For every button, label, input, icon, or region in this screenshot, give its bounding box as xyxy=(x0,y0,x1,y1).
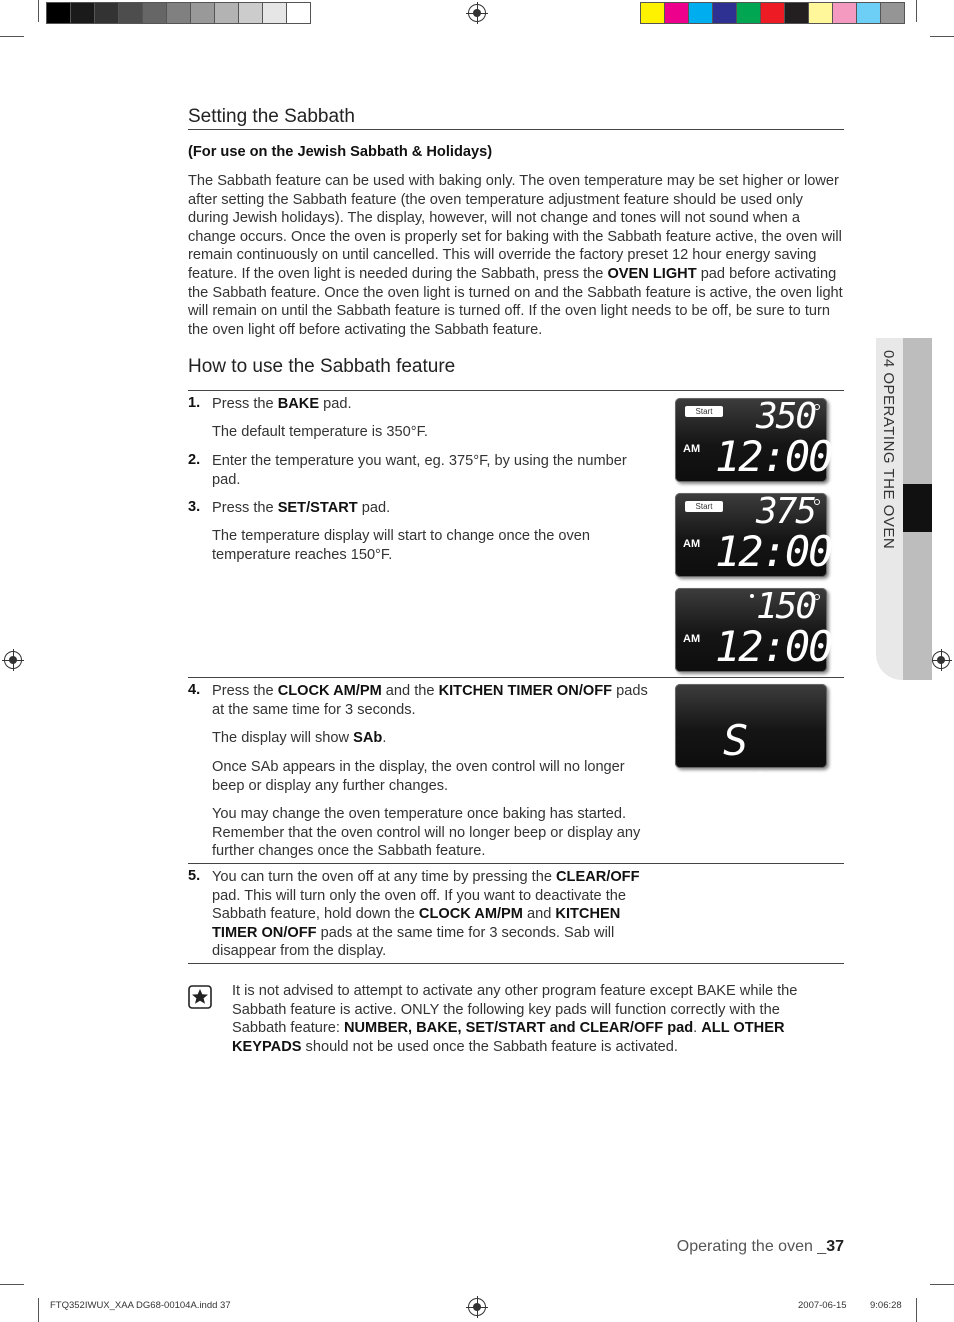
step-number: 4. xyxy=(188,682,201,698)
color-swatch xyxy=(736,2,761,24)
crop-mark xyxy=(38,1298,39,1322)
chapter-side-tab xyxy=(876,338,932,680)
color-swatch xyxy=(640,2,665,24)
registration-mark-icon xyxy=(4,651,22,669)
step-note: You may change the oven temperature once baking has started. Remember that the oven control will no longer beep or display any further changes once the Sabbath feature. xyxy=(212,806,641,860)
color-swatch xyxy=(46,2,71,24)
color-swatch xyxy=(214,2,239,24)
section-title: Setting the Sabbath xyxy=(188,106,355,127)
print-time: 9:06:28 xyxy=(870,1300,902,1311)
step-note: The default temperature is 350°F. xyxy=(212,424,428,440)
crop-mark xyxy=(930,36,954,37)
am-indicator: AM xyxy=(683,633,701,645)
start-indicator: Start xyxy=(685,501,723,512)
divider xyxy=(188,863,844,864)
divider xyxy=(188,963,844,964)
oven-display-150 xyxy=(675,586,832,672)
intro-text: pad before activating the Sabbath feature. Once the oven light is turned on and the Sabbath feature is active, the oven light will remain on until the Sabbath feature is turned off. If the oven light needs to be off, be sure to turn the oven light off before activating the Sabbath feature. xyxy=(188,265,843,338)
temperature-readout: 150 xyxy=(755,586,815,627)
color-swatch xyxy=(70,2,95,24)
registration-mark-icon xyxy=(468,1298,486,1316)
color-swatch xyxy=(760,2,785,24)
step-number: 5. xyxy=(188,868,201,884)
registration-mark-icon xyxy=(932,651,950,669)
step-note: Once SAb appears in the display, the oven control will no longer beep or display any further changes. xyxy=(212,759,625,794)
step-text: Press the BAKE pad. xyxy=(212,396,352,412)
degree-icon xyxy=(814,499,820,505)
note-text: It is not advised to attempt to activate any other program feature except BAKE while the Sabbath feature is active. ONLY the following key pads will function correctly with the Sabbath feature: NUMBER, BAKE, SET/START and CLEAR/OFF pad. ALL OTHER KEYPADS should not be used once the Sabbath feature is activated. xyxy=(232,983,798,1055)
color-swatch xyxy=(880,2,905,24)
color-swatch xyxy=(286,2,311,24)
step-number: 2. xyxy=(188,452,201,468)
sabbath-readout: S Ab xyxy=(723,716,778,814)
print-file-info: FTQ352IWUX_XAA DG68-00104A.indd 37 xyxy=(50,1300,231,1311)
clock-readout: 12:00 xyxy=(715,527,832,576)
footer-label: Operating the oven _ xyxy=(676,1238,827,1255)
am-indicator: AM xyxy=(683,443,701,455)
step-note: The temperature display will start to change once the oven temperature reaches 150°F. xyxy=(212,528,591,563)
crop-mark xyxy=(916,1298,917,1322)
color-swatch xyxy=(166,2,191,24)
step-text: Enter the temperature you want, eg. 375°F, by using the number pad. xyxy=(212,453,627,488)
temperature-readout: 350 xyxy=(755,396,815,437)
step-note: The display will show SAb. xyxy=(212,730,387,746)
step-text: Press the SET/START pad. xyxy=(212,500,391,516)
temperature-readout: 375 xyxy=(755,491,815,532)
step-text: Press the CLOCK AM/PM and the KITCHEN TIMER ON/OFF pads at the same time for 3 seconds. xyxy=(212,683,648,718)
clock-readout: 12:00 xyxy=(715,432,832,481)
color-swatch xyxy=(808,2,833,24)
color-swatch xyxy=(94,2,119,24)
step-text: You can turn the oven off at any time by pressing the CLEAR/OFF pad. This will turn only the oven off. If you want to deactivate the Sabbath feature, hold down the CLOCK AM/PM and KITCHEN TIMER ON/OFF pads at the same time for 3 seconds. Sab will disappear from the display. xyxy=(212,869,640,960)
color-swatch xyxy=(688,2,713,24)
oven-display-350 xyxy=(675,396,832,482)
degree-icon xyxy=(814,594,820,600)
oven-display-375 xyxy=(675,491,832,577)
start-indicator: Start xyxy=(685,406,723,417)
intro-bold: OVEN LIGHT xyxy=(607,265,697,282)
divider xyxy=(188,390,844,391)
page-number: 37 xyxy=(826,1238,844,1255)
step-number: 1. xyxy=(188,395,201,411)
am-indicator: AM xyxy=(683,538,701,550)
step-number: 3. xyxy=(188,499,201,515)
page-footer xyxy=(677,1238,844,1256)
star-note-icon xyxy=(188,985,212,1009)
crop-mark xyxy=(0,36,24,37)
color-swatch xyxy=(142,2,167,24)
degree-icon xyxy=(814,404,820,410)
divider xyxy=(188,677,844,678)
registration-mark-icon xyxy=(468,4,486,22)
section-title: How to use the Sabbath feature xyxy=(188,356,456,377)
color-swatch xyxy=(190,2,215,24)
heating-dot-icon xyxy=(750,594,754,598)
clock-readout: 12:00 xyxy=(715,622,832,671)
divider xyxy=(188,129,844,130)
color-swatch xyxy=(856,2,881,24)
crop-mark xyxy=(0,1284,24,1285)
crop-mark xyxy=(916,0,917,22)
oven-display-sab xyxy=(675,684,827,814)
color-swatch xyxy=(262,2,287,24)
intro-paragraph xyxy=(188,172,846,339)
crop-mark xyxy=(38,0,39,22)
intro-text: The Sabbath feature can be used with baking only. The oven temperature may be set higher or lower after setting the Sabbath feature (the oven temperature adjustment feature should be used only during Jewish holidays). The display, however, will not change and tones will not sound when a change occurs. Once the oven is properly set for baking with the Sabbath feature active, the oven will remain continuously on until cancelled. This will override the factory preset 12 hour energy saving feature. If the oven light is needed during the Sabbath, press the xyxy=(188,173,842,282)
crop-mark xyxy=(930,1284,954,1285)
color-swatch xyxy=(118,2,143,24)
chapter-label: 04 OPERATING THE OVEN xyxy=(880,350,897,550)
print-date: 2007-06-15 xyxy=(798,1300,847,1311)
tab-marker xyxy=(903,484,932,532)
color-swatch xyxy=(832,2,857,24)
color-swatch xyxy=(664,2,689,24)
color-swatch xyxy=(238,2,263,24)
section-subtitle: (For use on the Jewish Sabbath & Holidays) xyxy=(188,144,493,160)
color-swatch xyxy=(712,2,737,24)
color-swatch xyxy=(784,2,809,24)
